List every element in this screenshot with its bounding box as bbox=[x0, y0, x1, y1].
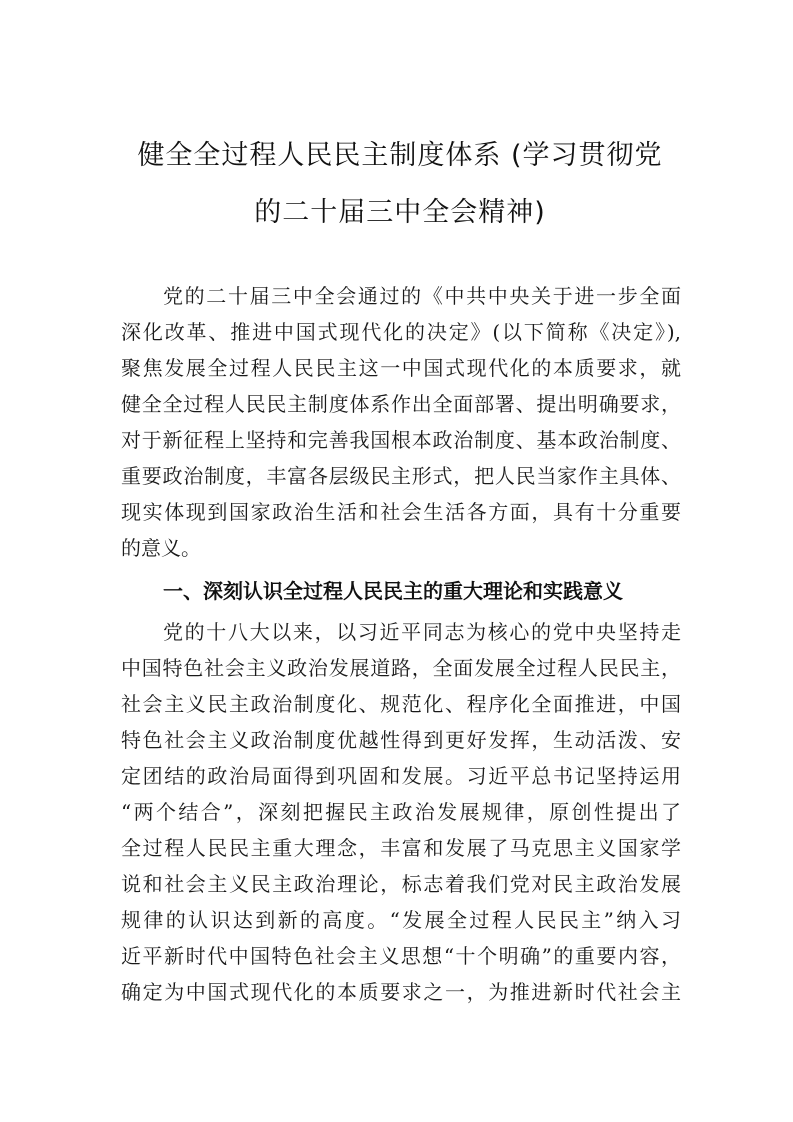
paragraph-2-line-5: 定团结的政治局面得到巩固和发展。习近平总书记坚持运用 bbox=[121, 764, 681, 788]
paragraph-1-line-1: 党的二十届三中全会通过的《中共中央关于进一步全面 bbox=[163, 284, 681, 308]
paragraph-1-line-7: 现实体现到国家政治生活和社会生活各方面，具有十分重要 bbox=[121, 500, 681, 524]
paragraph-2-line-3: 社会主义民主政治制度化、规范化、程序化全面推进，中国 bbox=[121, 692, 681, 716]
paragraph-2-line-6: “两个结合”，深刻把握民主政治发展规律，原创性提出了 bbox=[121, 800, 681, 824]
paragraph-2-line-8: 说和社会主义民主政治理论，标志着我们党对民主政治发展 bbox=[121, 872, 681, 896]
paragraph-1-line-6: 重要政治制度，丰富各层级民主形式，把人民当家作主具体、 bbox=[121, 464, 681, 488]
paragraph-1-line-4: 健全全过程人民民主制度体系作出全面部署、提出明确要求， bbox=[121, 392, 681, 416]
paragraph-1-line-2: 深化改革、推进中国式现代化的决定》(以下简称《决定》), bbox=[121, 320, 681, 344]
document-title-line-1: 健全全过程人民民主制度体系 (学习贯彻党 bbox=[137, 140, 663, 171]
paragraph-2-line-2: 中国特色社会主义政治发展道路，全面发展全过程人民民主， bbox=[121, 656, 681, 680]
paragraph-2-line-10: 近平新时代中国特色社会主义思想“十个明确”的重要内容， bbox=[121, 944, 681, 968]
paragraph-2-line-9: 规律的认识达到新的高度。“发展全过程人民民主”纳入习 bbox=[121, 908, 681, 932]
paragraph-2-line-1: 党的十八大以来，以习近平同志为核心的党中央坚持走 bbox=[163, 620, 681, 644]
paragraph-1-line-5: 对于新征程上坚持和完善我国根本政治制度、基本政治制度、 bbox=[121, 428, 681, 452]
paragraph-2-line-7: 全过程人民民主重大理念，丰富和发展了马克思主义国家学 bbox=[121, 836, 681, 860]
paragraph-1-line-8: 的意义。 bbox=[121, 536, 201, 560]
document-title-line-2: 的二十届三中全会精神) bbox=[254, 197, 546, 228]
paragraph-1-line-3: 聚焦发展全过程人民民主这一中国式现代化的本质要求，就 bbox=[121, 356, 681, 380]
section-1-heading: 一、深刻认识全过程人民民主的重大理论和实践意义 bbox=[163, 579, 623, 603]
paragraph-2-line-11: 确定为中国式现代化的本质要求之一，为推进新时代社会主 bbox=[121, 980, 681, 1004]
paragraph-2-line-4: 特色社会主义政治制度优越性得到更好发挥，生动活泼、安 bbox=[121, 728, 681, 752]
